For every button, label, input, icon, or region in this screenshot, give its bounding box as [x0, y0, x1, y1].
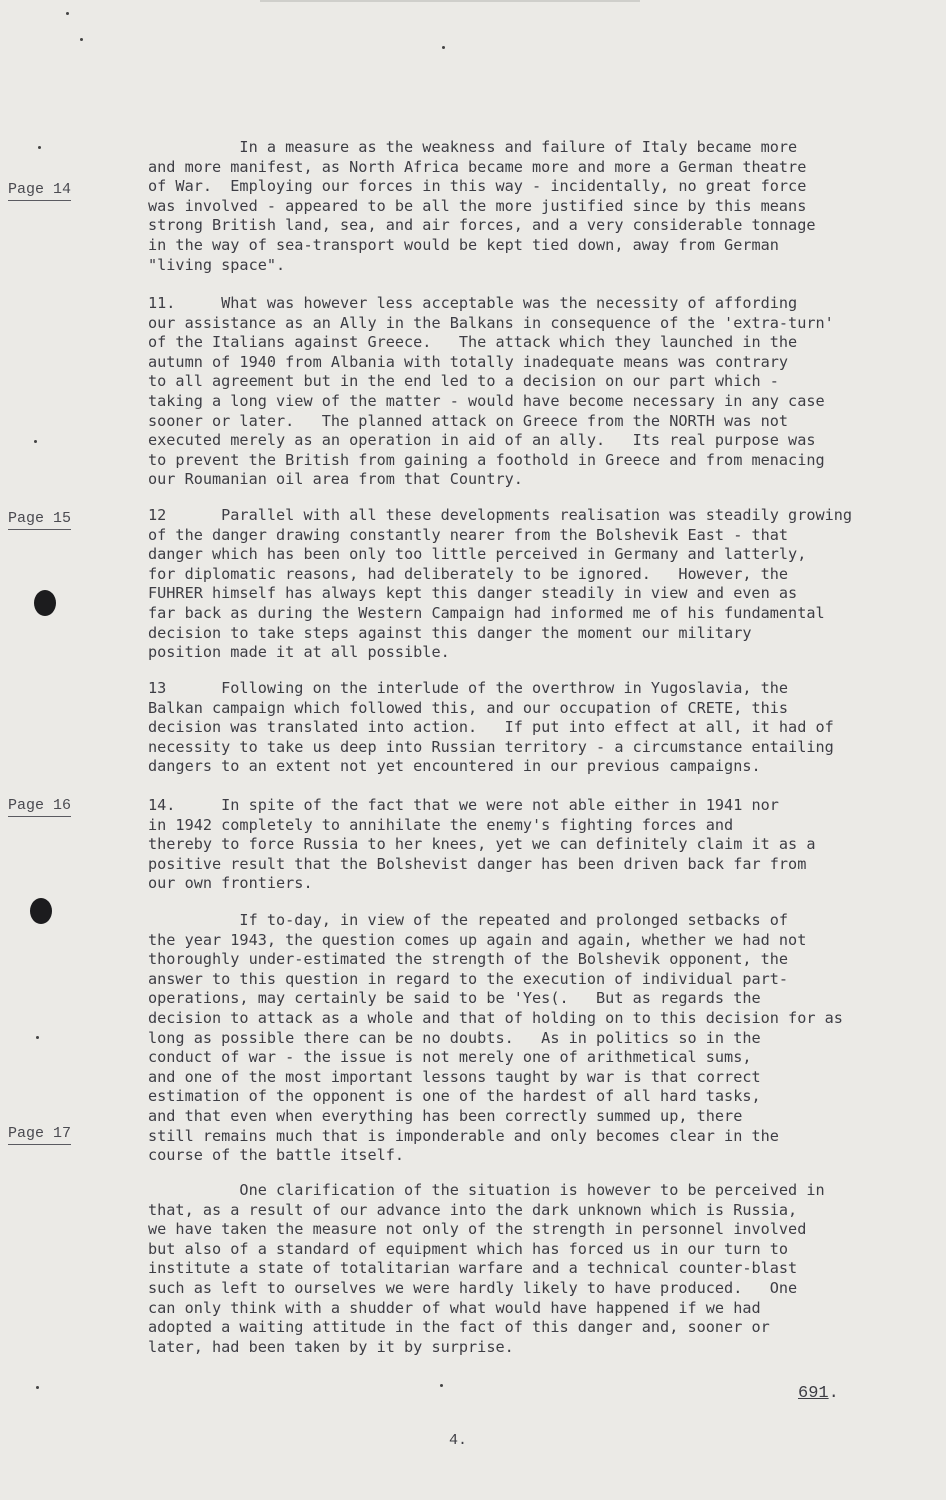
speck — [38, 146, 41, 149]
speck — [66, 12, 69, 15]
paragraph-intro: In a measure as the weakness and failure of Italy became more and more manifest, as North Africa became more and more a German theatre of War. Employing our forces in this way - incidentally, no great force was involved - appeared to be all the more justified since by this means strong British land, sea, and air forces, and a very considerable tonnage in the way of sea-transport would be kept tied down, away from German "living space". — [148, 138, 816, 274]
margin-note-page-14: Page 14 — [8, 181, 71, 201]
margin-note-page-17: Page 17 — [8, 1125, 71, 1145]
speck — [36, 1036, 39, 1039]
speck — [440, 1384, 443, 1387]
paragraph-14-continued: If to-day, in view of the repeated and prolonged setbacks of the year 1943, the question comes up again and again, whether we had not thoroughly under-estimated the strength of the Bolshevik opponent, the answer to this question in regard to the execution of individual part- operations, may certainly be said to be 'Yes(. But as regards the decision to attack as a whole and that of holding on to this decision for as long as possible there can be no doubts. As in politics so in the conduct of war - the issue is not merely one of arithmetical sums, and one of the most important lessons taught by war is that correct estimation of the opponent is one of the hardest of all hard tasks, and that even when everything has been correctly summed up, there still remains much that is imponderable and only becomes clear in the course of the battle itself. — [148, 911, 843, 1165]
speck — [442, 46, 445, 49]
speck — [34, 440, 37, 443]
document-page-number — [798, 1384, 839, 1403]
speck — [36, 1386, 39, 1389]
speck — [80, 38, 83, 41]
paragraph-13: 13 Following on the interlude of the overthrow in Yugoslavia, the Balkan campaign which followed this, and our occupation of CRETE, this decision was translated into action. If put into effect at all, it had of necessity to take us deep into Russian territory - a circumstance entailing dangers to an extent not yet encountered in our previous campaigns. — [148, 679, 834, 776]
punch-hole — [30, 898, 52, 924]
margin-note-page-16: Page 16 — [8, 797, 71, 817]
footer-page-number: 4. — [449, 1432, 468, 1449]
top-edge-line — [260, 0, 640, 2]
punch-hole — [34, 590, 56, 616]
margin-note-page-15: Page 15 — [8, 510, 71, 530]
paragraph-clarification: One clarification of the situation is however to be perceived in that, as a result of our advance into the dark unknown which is Russia, we have taken the measure not only of the strength in personnel involved but also of a standard of equipment which has forced us in our turn to institute a state of totalitarian warfare and a technical counter-blast such as left to ourselves we were hardly likely to have produced. One can only think with a shudder of what would have happened if we had adopted a waiting attitude in the fact of this danger and, sooner or later, had been taken by it by surprise. — [148, 1181, 825, 1356]
page-number-suffix: . — [828, 1384, 839, 1403]
paragraph-14: 14. In spite of the fact that we were not able either in 1941 nor in 1942 completely to annihilate the enemy's fighting forces and thereby to force Russia to her knees, yet we can definitely claim it as a positive result that the Bolshevist danger has been driven back far from our own frontiers. — [148, 796, 816, 893]
page-number-value: 691 — [798, 1384, 829, 1403]
paragraph-12: 12 Parallel with all these developments realisation was steadily growing of the danger drawing constantly nearer from the Bolshevik East - that danger which has been only too little perceived in Germany and latterly, for diplomatic reasons, had deliberately to be ignored. However, the FUHRER himself has always kept this danger steadily in view and even as far back as during the Western Campaign had informed me of his fundamental decision to take steps against this danger the moment our military position made it at all possible. — [148, 506, 853, 662]
paragraph-11: 11. What was however less acceptable was the necessity of affording our assistance as an Ally in the Balkans in consequence of the 'extra-turn' of the Italians against Greece. The attack which they launched in the autumn of 1940 from Albania with totally inadequate means was contrary to all agreement but in the end led to a decision on our part which - taking a long view of the matter - would have become necessary in any case sooner or later. The planned attack on Greece from the NORTH was not executed merely as an operation in aid of an ally. Its real purpose was to prevent the British from gaining a foothold in Greece and from menacing our Roumanian oil area from that Country. — [148, 294, 834, 489]
